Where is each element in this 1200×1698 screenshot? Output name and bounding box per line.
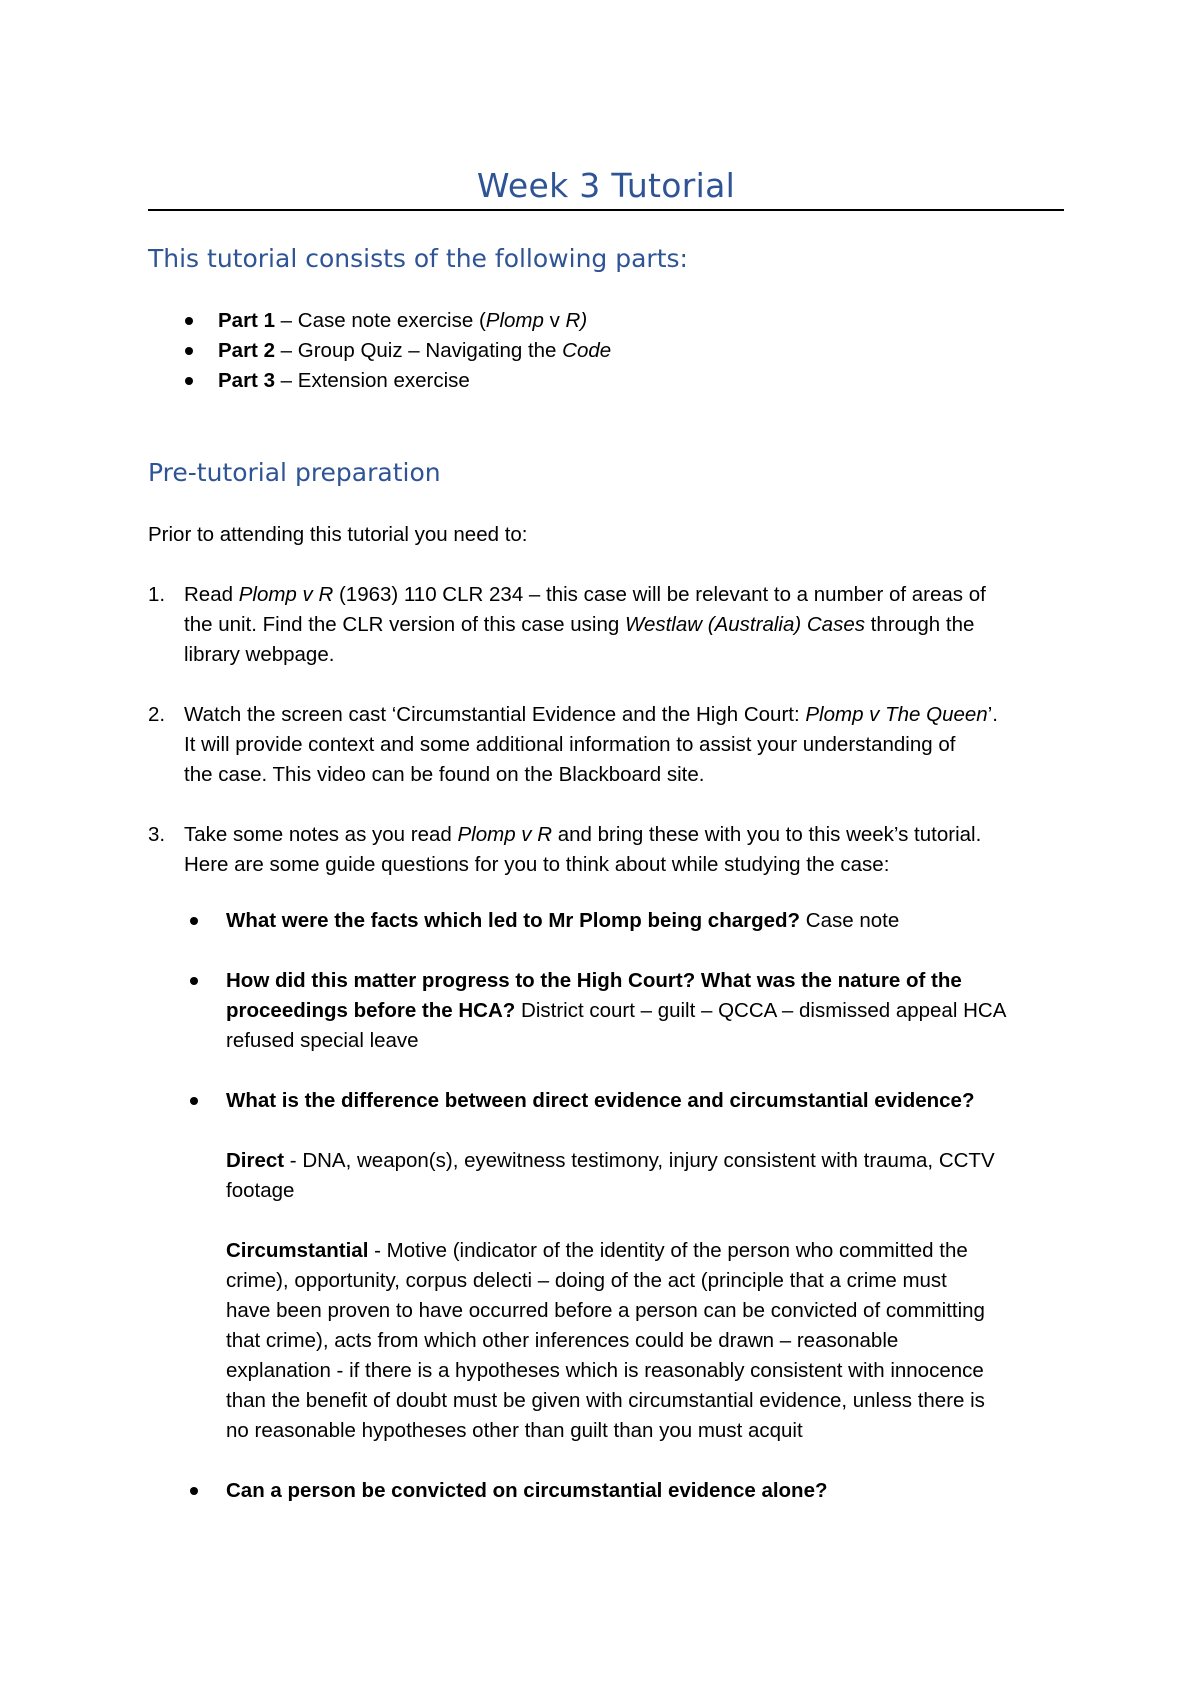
circ-answer-line-4: that crime), acts from which other inferences could be drawn – reasonable <box>226 1329 899 1352</box>
intro-heading: This tutorial consists of the following parts: <box>148 244 688 273</box>
circ-answer-line-6: than the benefit of doubt must be given with circumstantial evidence, unless there is <box>226 1389 985 1412</box>
step-1-line-2: the unit. Find the CLR version of this case using Westlaw (Australia) Cases through the <box>184 613 975 636</box>
step-2-line-2: It will provide context and some additional information to assist your understanding of <box>184 733 956 756</box>
direct-answer-line-1: Direct - DNA, weapon(s), eyewitness testimony, injury consistent with trauma, CCTV <box>226 1149 995 1172</box>
bullet-icon <box>190 1097 198 1105</box>
question-4: Can a person be convicted on circumstantial evidence alone? <box>226 1479 828 1502</box>
list-item-part-3: Part 3 – Extension exercise <box>218 369 470 392</box>
step-2-line-1: Watch the screen cast ‘Circumstantial Evidence and the High Court: Plomp v The Queen’. <box>184 703 998 726</box>
list-item-part-1: Part 1 – Case note exercise (Plomp v R) <box>218 309 588 332</box>
step-2-line-3: the case. This video can be found on the Blackboard site. <box>184 763 705 786</box>
page-title: Week 3 Tutorial <box>476 166 736 205</box>
bullet-icon <box>190 977 198 985</box>
part-label: Part 2 <box>218 339 275 362</box>
bullet-icon <box>185 347 193 355</box>
question-2-line-3: refused special leave <box>226 1029 419 1052</box>
prep-intro: Prior to attending this tutorial you need to: <box>148 523 528 546</box>
circ-answer-line-1: Circumstantial - Motive (indicator of the identity of the person who committed the <box>226 1239 968 1262</box>
circ-answer-line-2: crime), opportunity, corpus delecti – doing of the act (principle that a crime must <box>226 1269 947 1292</box>
title-underline <box>148 209 1064 211</box>
circ-answer-line-3: have been proven to have occurred before a person can be convicted of committing <box>226 1299 985 1322</box>
question-2-line-2: proceedings before the HCA? District court – guilt – QCCA – dismissed appeal HCA <box>226 999 1007 1022</box>
circ-answer-line-5: explanation - if there is a hypotheses which is reasonably consistent with innocence <box>226 1359 984 1382</box>
question-2-line-1: How did this matter progress to the High Court? What was the nature of the <box>226 969 962 992</box>
step-number: 3. <box>148 823 166 846</box>
prep-heading: Pre-tutorial preparation <box>148 458 441 487</box>
question-3: What is the difference between direct evidence and circumstantial evidence? <box>226 1089 975 1112</box>
bullet-icon <box>185 377 193 385</box>
step-1-line-3: library webpage. <box>184 643 335 666</box>
step-3-line-2: Here are some guide questions for you to think about while studying the case: <box>184 853 890 876</box>
question-1: What were the facts which led to Mr Plomp being charged? Case note <box>226 909 900 932</box>
direct-answer-line-2: footage <box>226 1179 295 1202</box>
bullet-icon <box>185 317 193 325</box>
step-1-line-1: Read Plomp v R (1963) 110 CLR 234 – this case will be relevant to a number of areas of <box>184 583 986 606</box>
bullet-icon <box>190 917 198 925</box>
bullet-icon <box>190 1487 198 1495</box>
list-item-part-2: Part 2 – Group Quiz – Navigating the Code <box>218 339 612 362</box>
step-number: 1. <box>148 583 166 606</box>
step-3-line-1: Take some notes as you read Plomp v R and bring these with you to this week’s tutorial. <box>184 823 982 846</box>
part-label: Part 3 <box>218 369 275 392</box>
circ-answer-line-7: no reasonable hypotheses other than guilt than you must acquit <box>226 1419 803 1442</box>
part-label: Part 1 <box>218 309 275 332</box>
step-number: 2. <box>148 703 166 726</box>
